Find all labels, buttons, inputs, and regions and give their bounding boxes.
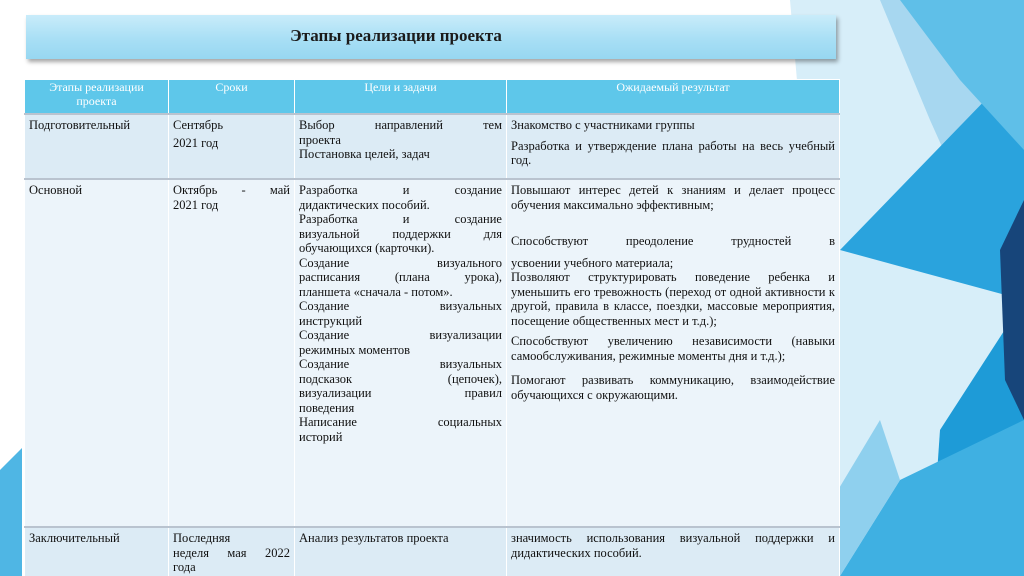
result-item: Способствуют преодоление трудностей в: [511, 234, 835, 248]
cell-stage: Подготовительный: [25, 114, 169, 179]
deco-left-edge: [0, 448, 22, 576]
goals-line: Выбор направлений тем: [299, 118, 502, 132]
cell-dates: [169, 179, 295, 527]
goals-line: Создание визуальных: [299, 357, 502, 371]
cell-results: [507, 527, 840, 576]
title-bar: [26, 15, 836, 59]
table-row: [25, 179, 840, 527]
goals-line: инструкций: [299, 313, 363, 328]
result-item: усвоении учебного материала;: [511, 255, 674, 270]
header-stage: Этапы реализации проекта: [25, 80, 169, 115]
dates-line: неделя мая 2022: [173, 545, 290, 560]
goals-line: историй: [299, 429, 343, 444]
goals-line: визуальной поддержки для: [299, 226, 502, 241]
dates-line: 2021 год: [173, 135, 219, 150]
goals-line: поведения: [299, 400, 355, 415]
goals-line: дидактических пособий.: [299, 197, 430, 212]
dates-line: Октябрь - май: [173, 183, 290, 197]
dates-line: года: [173, 560, 196, 574]
header-dates: Сроки: [169, 80, 295, 115]
goals-line: визуализации правил: [299, 386, 502, 400]
header-results: Ожидаемый результат: [507, 80, 840, 115]
goals-line: планшета «сначала - потом».: [299, 284, 453, 299]
result-item: значимость использования визуальной поддержки и дидактических пособий.: [511, 531, 835, 560]
cell-goals: [295, 527, 507, 576]
result-item: Разработка и утверждение плана работы на весь учебный год.: [511, 138, 835, 167]
goals-line: проекта: [299, 132, 341, 147]
cell-results: [507, 179, 840, 527]
result-item: Повышают интерес детей к знаниям и делает процесс обучения максимально эффективным;: [511, 183, 835, 212]
goals-line: Написание социальных: [299, 415, 502, 429]
stages-table: [24, 79, 840, 576]
goals-line: Постановка целей, задач: [299, 147, 430, 161]
goals-line: Разработка и создание: [299, 183, 502, 197]
dates-line: Последняя: [173, 531, 231, 545]
dates-line: Сентябрь: [173, 118, 224, 132]
cell-dates: [169, 527, 295, 576]
cell-stage: Заключительный: [25, 527, 169, 576]
goals-line: Создание визуальных: [299, 299, 502, 313]
goals-line: Разработка и создание: [299, 212, 502, 226]
table-header-row: [25, 80, 840, 115]
cell-goals: [295, 179, 507, 527]
page-title: Этапы реализации проекта: [290, 26, 502, 45]
goals-line: Анализ результатов проекта: [299, 531, 449, 545]
table-row: [25, 114, 840, 179]
result-item: Помогают развивать коммуникацию, взаимодействие обучающихся с окружающими.: [511, 373, 835, 402]
goals-line: Создание визуализации: [299, 328, 502, 342]
result-item: Знакомство с участниками группы: [511, 118, 695, 132]
cell-results: [507, 114, 840, 179]
cell-goals: [295, 114, 507, 179]
goals-line: Создание визуального: [299, 255, 502, 270]
cell-stage: Основной: [25, 179, 169, 527]
dates-line: 2021 год: [173, 197, 219, 212]
header-goals: Цели и задачи: [295, 80, 507, 115]
cell-dates: [169, 114, 295, 179]
goals-line: расписания (плана урока),: [299, 270, 502, 284]
goals-line: режимных моментов: [299, 342, 411, 357]
table-row: [25, 527, 840, 576]
result-item: Способствуют увеличению независимости (навыки самообслуживания, режимные моменты дня и т.д.);: [511, 334, 835, 363]
goals-line: подсказок (цепочек),: [299, 371, 502, 386]
result-item: Позволяют структурировать поведение ребенка и уменьшить его тревожность (переход от одной активности к другой, правила в классе, поездки, массовые мероприятия, посещение общественных мест и т.д.);: [511, 270, 835, 328]
goals-line: обучающихся (карточки).: [299, 241, 435, 255]
